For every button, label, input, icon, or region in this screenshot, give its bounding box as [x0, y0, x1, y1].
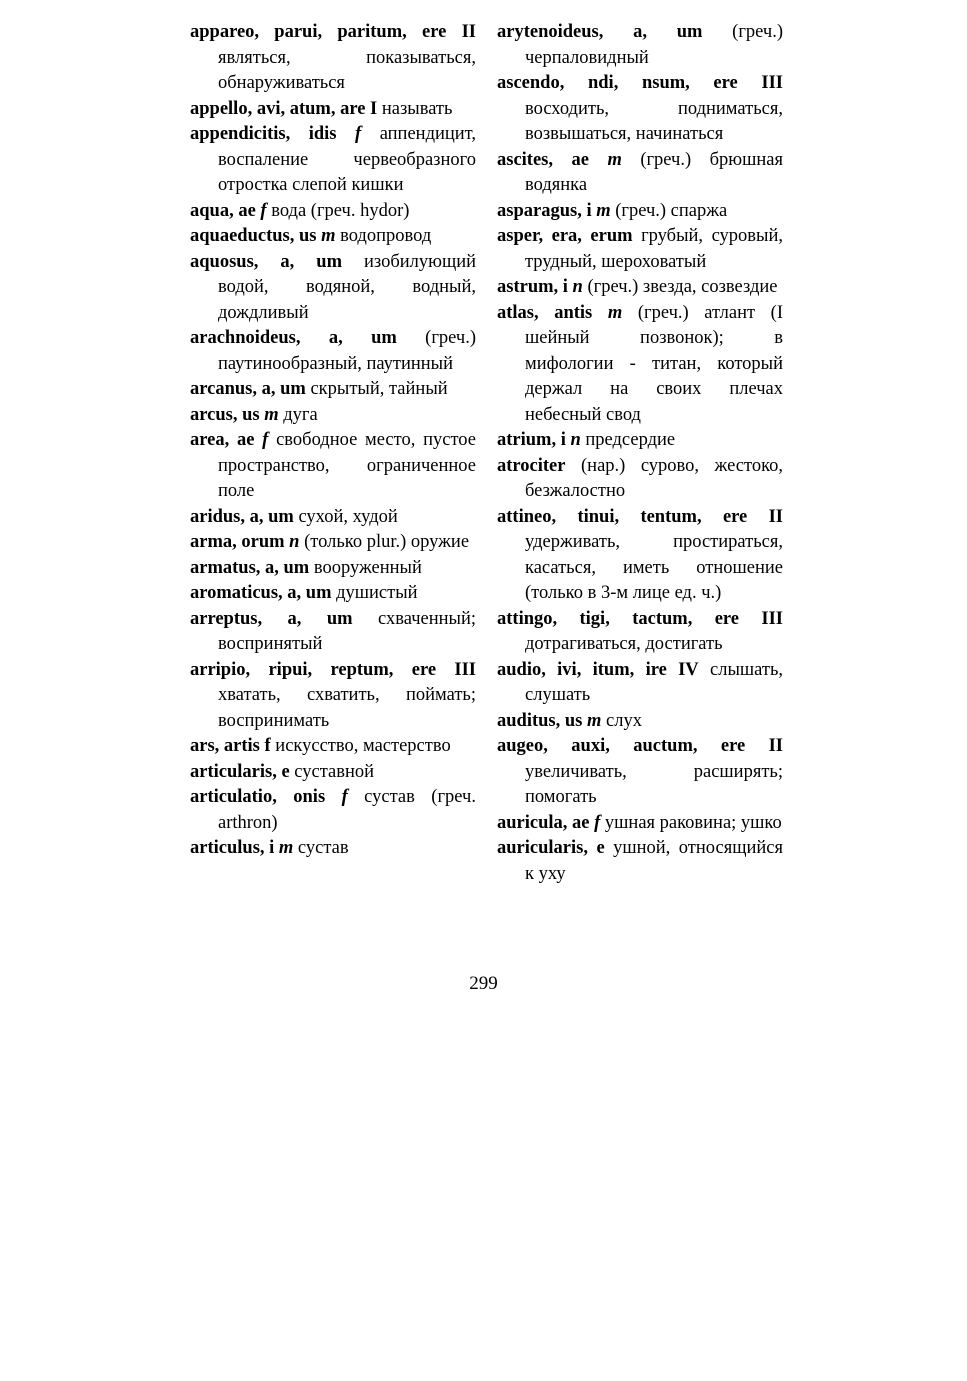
entry-headword: ars, artis f — [190, 736, 271, 756]
entry-gender: n — [572, 277, 583, 297]
entry-definition: сустав — [293, 838, 349, 858]
entry-gender: f — [355, 124, 362, 144]
entry-definition: свободное место, пустое пространство, ограниченное поле — [218, 430, 476, 501]
entry-headword: asper, era, erum — [497, 226, 633, 246]
entry-headword: atlas, antis — [497, 302, 593, 323]
dictionary-entry — [497, 734, 783, 811]
dictionary-entry — [497, 836, 783, 887]
entry-headword: ascendo, ndi, nsum, ere III — [497, 73, 783, 93]
dictionary-entry — [497, 20, 783, 71]
page-number: 299 — [469, 973, 498, 994]
dictionary-entry — [497, 811, 783, 837]
entry-definition: ушная раковина; ушко — [600, 812, 782, 833]
entry-definition: слух — [601, 710, 642, 731]
dictionary-entry — [497, 505, 783, 607]
entry-gender: f — [262, 430, 269, 450]
entry-definition: сустав (греч. arthron) — [218, 787, 476, 833]
entry-headword: articulatio, onis — [190, 787, 326, 807]
entry-definition: суставной — [289, 761, 375, 782]
dictionary-entry — [190, 530, 476, 556]
dictionary-entry — [497, 709, 783, 735]
entry-definition: являться, показываться, обнаруживаться — [218, 47, 476, 93]
entry-headword: auditus, us — [497, 710, 583, 731]
entry-definition: (нар.) сурово, жестоко, безжалостно — [525, 455, 783, 501]
entry-definition: скрытый, тайный — [305, 379, 448, 399]
dictionary-entry — [190, 199, 476, 225]
entry-gender: m — [607, 149, 622, 170]
entry-gender: n — [289, 532, 300, 552]
entry-headword: audio, ivi, itum, ire IV — [497, 659, 699, 680]
entry-headword: area, ae — [190, 430, 255, 450]
dictionary-entry — [497, 658, 783, 709]
entry-gender: m — [586, 710, 602, 731]
entry-headword: aquosus, a, um — [190, 251, 342, 272]
entry-gender: m — [321, 226, 336, 246]
dictionary-entry — [190, 556, 476, 582]
entry-headword: auricularis, e — [497, 838, 605, 858]
dictionary-entry — [497, 428, 783, 454]
entry-headword: armatus, a, um — [190, 557, 310, 578]
entry-headword: atrium, i — [497, 430, 566, 450]
entry-definition: предсердие — [580, 430, 676, 450]
dictionary-entry — [190, 250, 476, 327]
entry-headword: appareo, parui, paritum, ere II — [190, 22, 476, 42]
entry-headword: ascites, ae — [497, 149, 589, 170]
entry-headword: appendicitis, idis — [190, 124, 337, 144]
entry-headword: arma, orum — [190, 532, 285, 552]
entry-headword: aquaeductus, us — [190, 226, 317, 246]
dictionary-entry — [190, 122, 476, 199]
entry-headword: aqua, ae — [190, 200, 256, 221]
left-column — [190, 20, 476, 862]
entry-definition: водопровод — [335, 226, 432, 246]
dictionary-entry — [190, 581, 476, 607]
entry-definition: восходить, подниматься, возвышаться, начинаться — [525, 98, 783, 144]
entry-definition: аппендицит, воспаление червеобразного отростка слепой кишки — [218, 124, 476, 195]
dictionary-entry — [190, 97, 476, 123]
dictionary-entry — [190, 224, 476, 250]
dictionary-entry — [497, 224, 783, 275]
entry-definition: сухой, худой — [293, 506, 398, 527]
entry-definition: слышать, слушать — [525, 659, 784, 705]
entry-definition: (греч.) брюшная водянка — [525, 149, 783, 195]
entry-headword: articulus, i — [190, 838, 275, 858]
dictionary-entry — [190, 760, 476, 786]
entry-gender: f — [594, 812, 601, 833]
entry-gender: n — [570, 430, 581, 450]
dictionary-entry — [497, 275, 783, 301]
dictionary-entry — [497, 454, 783, 505]
dictionary-entry — [190, 428, 476, 505]
dictionary-entry — [497, 301, 783, 429]
dictionary-entry — [497, 199, 783, 225]
entry-headword: auricula, ae — [497, 812, 590, 833]
entry-definition: удерживать, простираться, касаться, иметь отношение (только в 3-м лице ед. ч.) — [525, 532, 783, 603]
entry-definition: дуга — [278, 404, 318, 425]
dictionary-entry — [190, 836, 476, 862]
dictionary-entry — [190, 20, 476, 97]
entry-definition: (греч.) спаржа — [610, 200, 728, 221]
entry-headword: appello, avi, atum, are I — [190, 98, 378, 119]
entry-gender: f — [341, 787, 348, 807]
entry-headword: arachnoideus, a, um — [190, 328, 397, 348]
dictionary-entry — [497, 71, 783, 148]
entry-headword: arripio, ripui, reptum, ere III — [190, 659, 476, 680]
dictionary-entry — [497, 148, 783, 199]
entry-definition: грубый, суровый, трудный, шероховатый — [525, 226, 783, 272]
entry-definition: называть — [377, 98, 453, 119]
entry-headword: atrociter — [497, 455, 566, 476]
dictionary-entry — [190, 326, 476, 377]
entry-definition: душистый — [331, 583, 418, 603]
dictionary-entry — [497, 607, 783, 658]
entry-definition: увеличивать, расширять; помогать — [525, 761, 783, 807]
entry-headword: arcanus, a, um — [190, 379, 306, 399]
entry-gender: f — [260, 200, 267, 221]
entry-headword: arcus, us — [190, 404, 260, 425]
entry-headword: arreptus, a, um — [190, 608, 353, 629]
dictionary-entry — [190, 377, 476, 403]
entry-gender: m — [596, 200, 611, 221]
dictionary-entry — [190, 505, 476, 531]
entry-headword: astrum, i — [497, 277, 568, 297]
entry-headword: articularis, e — [190, 761, 290, 782]
entry-definition: хватать, схватить, поймать; воспринимать — [218, 685, 476, 731]
entry-definition: вода (греч. hydor) — [266, 200, 410, 221]
entry-gender: m — [278, 838, 294, 858]
dictionary-entry — [190, 403, 476, 429]
entry-definition: искусство, мастерство — [270, 736, 451, 756]
dictionary-entry — [190, 607, 476, 658]
entry-definition: вооруженный — [309, 557, 422, 578]
entry-definition: изобилующий водой, водяной, водный, дождливый — [218, 251, 477, 323]
entry-gender: m — [607, 302, 623, 323]
right-column — [497, 20, 783, 887]
entry-headword: attingo, tigi, tactum, ere III — [497, 608, 783, 629]
entry-headword: attineo, tinui, tentum, ere II — [497, 506, 783, 527]
entry-definition: ушной, относящийся к уху — [525, 838, 783, 884]
entry-headword: asparagus, i — [497, 200, 592, 221]
entry-definition: схваченный; воспринятый — [218, 608, 477, 654]
entry-headword: aridus, a, um — [190, 506, 294, 527]
entry-definition: (греч.) звезда, созвездие — [582, 277, 778, 297]
dictionary-entry — [190, 734, 476, 760]
entry-headword: arytenoideus, a, um — [497, 22, 703, 42]
dictionary-entry — [190, 785, 476, 836]
entry-headword: aromaticus, a, um — [190, 583, 332, 603]
entry-definition: (греч.) паутинообразный, паутинный — [218, 328, 476, 374]
entry-gender: m — [264, 404, 279, 425]
entry-headword: augeo, auxi, auctum, ere II — [497, 736, 783, 756]
entry-definition: (только plur.) оружие — [299, 532, 470, 552]
entry-definition: (греч.) черпаловидный — [525, 22, 783, 68]
entry-definition: (греч.) атлант (I шейный позвонок); в мифологии - титан, который держал на своих плечах небесный свод — [525, 302, 784, 425]
entry-definition: дотрагиваться, достигать — [525, 634, 723, 654]
dictionary-entry — [190, 658, 476, 735]
